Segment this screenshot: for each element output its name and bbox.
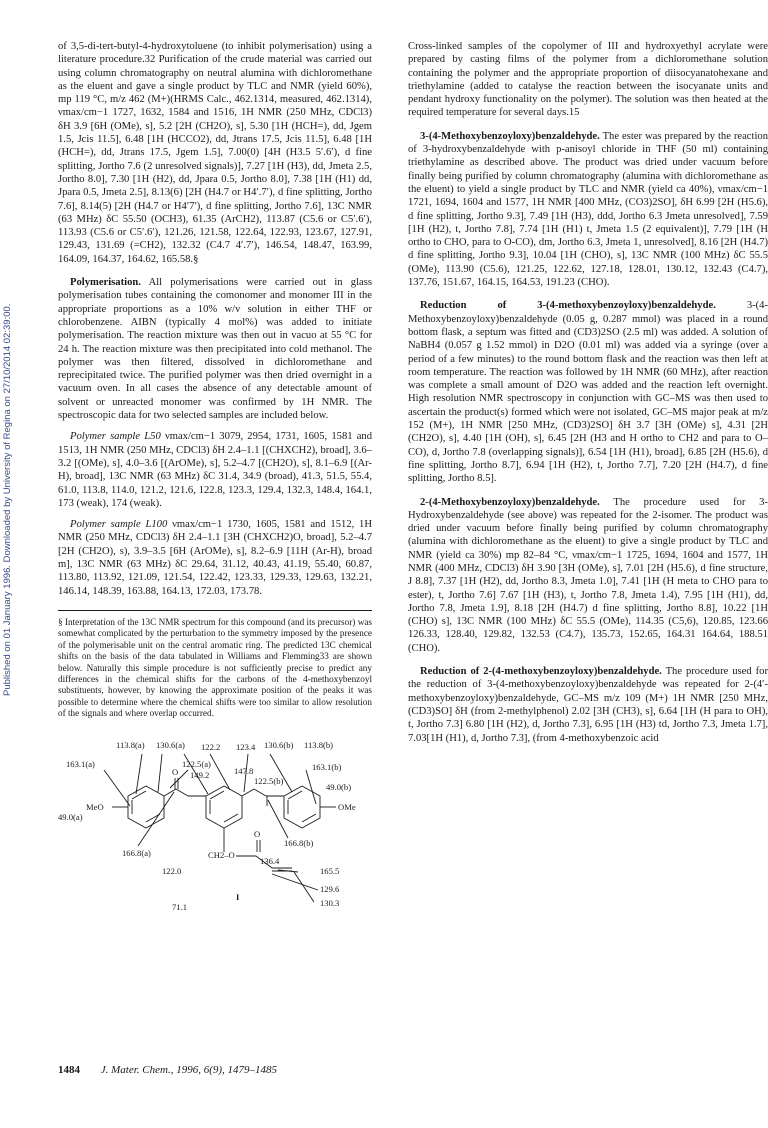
label-49-0a: 49.0(a): [58, 811, 83, 822]
label-166-8a: 166.8(a): [122, 847, 151, 858]
label-129-6: 129.6: [320, 883, 340, 894]
label-113-8a: 113.8(a): [116, 739, 145, 750]
label-130-6a: 130.6(a): [156, 739, 185, 750]
page-number: 1484: [58, 1064, 80, 1076]
label-163-1a: 163.1(a): [66, 758, 95, 769]
section-text: The procedure used for the reduction of 3-(4-methoxybenzoyloxy)benzaldehyde was repeated for 2-(4′-methoxybenzoyloxy)benzaldehyde, GC–MS m/z 109 (M+) 1H NMR [250 MHz, (CD3)SO] δH (from 2-methylphenol) 2.02 [3H (CH3), s], 6.64 [1H (H para to OH), t, Jortho 7.3] 6.80 [1H (H2), d, Jortho 7.3], 6.95 [1H (H3) td, Jortho 7.3, Jmeta 1.7], 7.03[1H (H1), d, Jortho 7.3], (from 4-methoxybenzoic acid: [408, 666, 768, 744]
section-3-methoxybenzoyloxy-benzaldehyde: [408, 130, 768, 290]
sample-text: νmax/cm−1 1730, 1605, 1581 and 1512, 1H NMR (250 MHz, CDCl3) δH 2.4–1.1 [3H (CHXCH2)O, broad], 5.2–4.7 [2H (CH2O), s), 3.9–3.5 [6H (ArOMe), s], 8.2–6.9 [11H (Ar-H), broad m], 13C NMR (63 MHz) δC 29.64, 31.12, 40.43, 41.19, 55.40, 60.87, 113.80, 113.92, 121.09, 121.54, 122.42, 123.33, 129.33, 129.63, 132.21, 146.14, 148.39, 163.88, 164.13, 172.03, 173.78.: [58, 519, 373, 597]
section-reduction-2-isomer: [408, 665, 768, 745]
section-heading: Polymerisation.: [70, 277, 141, 289]
label-122-5b: 122.5(b): [254, 775, 284, 786]
label-113-8b: 113.8(b): [304, 739, 334, 750]
label-122-0: 122.0: [162, 865, 182, 876]
footnote-rule: [58, 610, 372, 611]
publication-stamp: Published on 01 January 1996. Downloaded by University of Regina on 27/10/2014 02:39:00.: [2, 303, 13, 697]
methoxy-right-label: OMe: [338, 801, 356, 812]
section-heading: 2-(4-Methoxybenzoyloxy)benzaldehyde.: [420, 496, 600, 508]
label-163-1b: 163.1(b): [312, 761, 342, 772]
label-122-2: 122.2: [201, 741, 221, 752]
section-heading: Reduction of 3-(4-methoxybenzoyloxy)benzaldehyde.: [420, 300, 716, 312]
sample-l50: [58, 430, 372, 510]
crosslink-paragraph: Cross-linked samples of the copolymer of III and hydroxyethyl acrylate were prepared by casting films of the polymer from a dichloromethane solution containing the polymer and the appropriate proportion of diisocyanatohexane and triethylamine (added to catalyse the reaction between the isocyanate units and pendant hydroxy functionality on the polymer). The solution was then heated at the required temperature for several days.15: [408, 41, 768, 119]
label-130-3: 130.3: [320, 897, 340, 908]
sample-text: νmax/cm−1 3079, 2954, 1731, 1605, 1581 and 1513, 1H NMR (250 MHz, CDCl3) δH 2.4–1.1 [(CHXCH2), broad], 3.6–3.2 [(OMe), s], 4.0–3.6 [(ArOMe), s], 5.2–4.7 [(CH2O), s], 8.1–6.9 [(Ar-H), broad], 13C NMR (63 MHz) δC 31.4, 34.9 (broad), 41.3, 51.5, 55.4, 61.0, 113.8, 114.0, 121.2, 121.6, 122.8, 123.3, 129.4, 132.3, 148.4, 164.1, 173 (weak), 174 (weak).: [58, 431, 373, 509]
experimental-paragraph: of 3,5-di-tert-butyl-4-hydroxytoluene (to inhibit polymerisation) using a literature procedure.32 Purification of the crude material was carried out using column chromatography on neutral alumina with dichloromethane as the eluent and gave a single product by TLC and NMR (yield 60%), mp 119 °C, m/z 462 (M+)(HRMS Calc., 462.1314, measured, 462.1314), νmax/cm−1 1727, 1632, 1584 and 1516, 1H NMR (250 MHz, CDCl3) δH 3.9 [6H (OMe), s], 5.2 [2H (CH2O), s], 5.30 [1H (HCH=), dd, Jgem 1.5, Jcis 11.5], 6.48 [1H (HCCO2), dd, Jtrans 17.5, Jcis 11.5], 6.48 [1H (HCH=), dd, Jtrans 17.5, Jgem 1.5], 7.00(0) [4H (H3.5 5′.6′), d fine splitting, Jortho 7.6 (2 unresolved signals)], 7.27 [1H (H3), dd, Jmeta 2.5, Jortho 8.0], 7.30 [1H (H2), dd, Jpara 0.5, Jortho 8.0], 7.38 [1H (H1) dd, Jpara 0.5, Jmeta 2.5], 8.13(6) [2H (H4.7 or H4′.7′), d fine splitting, Jortho 7.6], 8.14(5) [2H (H4.7 or H4′7′), d fine splitting, Jortho 7.6], 13C NMR (63 MHz) δC 55.50 (OCH3), 61.35 (ArCH2), 113.87 (C5.6 or C5′.6′), 113.93 (C5.6 or C5′.6′), 121.26, 121.58, 122.64, 122.93, 123.67, 127.91, 129.43, 131.69 (=CH2), 132.32 (C4.7 4′.7′), 146.54, 148.47, 163.99, 164.09, 164.37, 164.62, 165.58.§: [58, 41, 372, 265]
label-149-2: 149.2: [190, 769, 210, 780]
page-footer: [58, 1064, 277, 1076]
sample-l100: [58, 518, 372, 598]
journal-reference: J. Mater. Chem., 1996, 6(9), 1479–1485: [100, 1064, 278, 1076]
methoxy-left-label: MeO: [86, 801, 104, 812]
chemical-structure-diagram: [58, 734, 372, 924]
label-130-6b: 130.6(b): [264, 739, 294, 750]
sample-label: Polymer sample L100: [70, 519, 168, 531]
left-column: [58, 40, 372, 924]
label-165-5: 165.5: [320, 865, 340, 876]
compound-number-label: I: [236, 891, 240, 902]
carbonyl-o-left: O: [172, 766, 179, 777]
label-123-4: 123.4: [236, 741, 256, 752]
label-147-8: 147.8: [234, 765, 254, 776]
label-136-4: 136.4: [260, 855, 280, 866]
label-49-0b: 49.0(b): [326, 781, 352, 792]
sample-label: Polymer sample L50: [70, 431, 161, 443]
section-text: The ester was prepared by the reaction of 3-hydroxybenzaldehyde with p-anisoyl chloride in THF (50 ml) containing triethylamine as described above. The product was dried under vacuum before finally being purified by column chromatography (alumina with dichloromethane as the eluent) to yield a single product by TLC and NMR (yield ca 40%), νmax/cm−1 1721, 1694, 1604 and 1577, 1H NMR [400 MHz, (CO3)2SO], δH 6.99 [2H (H5.6), d fine splitting, Jortho 9.3], 7.49 [1H (H3), ddd, Jortho 6.3 Jmeta unresolved], 7.59 [1H (H2), t, Jortho 7.8], 7.74 [1H (H1) t, Jmeta 1.5 (2 equivalent)], 7.79 [1H (H ortho to CHO, para to O-CO), dm, Jortho 6.3, Jmeta 1, unresolved], 8.16 [2H (H4.7) d fine splitting, Jortho 9.3], 10.04 [1H (CHO), s], 13C NMR (100 MHz) δC 55.5 (OMe), 113.90 (C5.6), 121.25, 122.62, 127.18, 128.01, 130.12, 132.43 (C4.7), 137.76, 151.67, 164.15, 164.53, 191.23 (CHO).: [408, 130, 768, 289]
right-column: [408, 40, 768, 745]
label-122-5a: 122.5(a): [182, 758, 211, 769]
section-text: All polymerisations were carried out in glass polymerisation tubes containing the comonomer and monomer III in the appropriate proportions as a 10% w/v solution in either THF or chlorobenzene. AIBN (typically 4 mol%) was added to initiate polymerisation. The reaction mixture was then out in vacuo at 55 °C for 24 h. The reaction mixture was then precipitated into cold methanol. The polymer was then filtered, dissolved in dichloromethane and reprecipitated twice. The purified polymer was then dried overnight in a vacuum oven. In all cases the absence of any detectable amount of solvent or unreacted monomer was confirmed by 1H NMR. The spectroscopic data for two selected samples are included below.: [58, 277, 372, 422]
section-text: The procedure used for 3-Hydroxybenzaldehyde (see above) was repeated for the 2-isomer. The product was dried under vacuum before finally being purified by column chromatography (alumina with dichloromethane as the eluent) to give a single product by TLC and NMR (yield ca 30%) mp 82–84 °C, νmax/cm−1 1725, 1694, 1604 and 1577, 1H NMR (400 MHz, CDCl3) δH 3.90 [3H (OMe), s], 7.01 [2H (H5.6), d fine structure, J 8.8], 7.37 [1H (H2), dd, Jortho 8.3, Jmeta 1.0], 7.41 [1H (H meta to CHO para to ester), t, Jortho 7.6] 7.67 [1H (H3), t, Jortho 7.8, Jmeta 1.4), 7.95 [1H (H1), dd, Jortho 7.8, Jmeta 1.9], 8.18 [2H (H4.7) d fine splitting, Jortho 8.8], 10.22 [1H (CHO) s], 13C NMR (100 MHz) δC 55.5 (OMe), 114.35 (C5,6), 120.85, 123.66 126.33, 128.40, 129.82, 132.53 (C4.7), 135.73, 152.65, 164.31 164.64, 188.51 (CHO).: [408, 496, 768, 654]
carbonyl-o-acrylate: O: [254, 828, 261, 839]
section-text: 3-(4-Methoxybenzoyloxy)benzaldehyde (0.05 g, 0.287 mmol) was placed in a round bottom flask, a septum was fitted and (CD3)2SO (2.5 ml) was added. A solution of NaBH4 (0.057 g 1.52 mmol) in D2O (0.01 ml) was added via a syringe (over a period of a few minutes) to the round bottom flask and the reaction was then left at room temperature. The reaction was followed by 1H NMR (60 MHz), after reaction was complete a small amount of D2O was added and the reaction left overnight. High resolution NMR spectroscopy in conjunction with GC–MS was then used to ascertain the product(s) formed which were not isolated, GC–MS major peak at m/z 152 (M+), 1H NMR [250 MHz, (CD3)2SO] δH 3.7 [3H (OMe) s], 4.31 [2H (CH2O), s], 4.40 [1H (OH), s], 6.45 [2H (H3 and H ortho to CH2 and para to O–CO), d, Jortho 7.8 (overlapping signals)], 6.54 [1H (H1), broad], 6.85 [2H (H5.6), d fine splitting, Jortho 8.7], 6.94 [1H (H2), t, Jortho 7.7], 7.20 [2H (H4.7), d fine splitting, Jortho 8.5].: [408, 300, 768, 485]
ch2o-label: CH2–O: [208, 849, 235, 860]
section-reduction-3-isomer: [408, 299, 768, 485]
label-71-1: 71.1: [172, 901, 188, 912]
section-heading: 3-(4-Methoxybenzoyloxy)benzaldehyde.: [420, 130, 600, 142]
label-166-8b: 166.8(b): [284, 837, 314, 848]
section-heading: Reduction of 2-(4-methoxybenzoyloxy)benzaldehyde.: [420, 666, 662, 678]
section-2-methoxybenzoyloxy-benzaldehyde: [408, 496, 768, 656]
polymerisation-section: [58, 276, 372, 422]
footnote: § Interpretation of the 13C NMR spectrum for this compound (and its precursor) was somewhat complicated by the perturbation to the symmetry imposed by the presence of the polymerisable unit on the central aromatic ring. The predicted 13C chemical shifts on the basis of the data tabulated in Williams and Flemming33 are shown below. Naturally this simple procedure is not sufficiently precise to predict any differences in the chemical shifts for the carbons of the 4-methoxybenzoyl substituents, however, by knowing the approximate position of the peaks it was possible to determine where the chemical shifts were too similar to allow resolution of the signals and where overlap occurred.: [58, 616, 372, 719]
